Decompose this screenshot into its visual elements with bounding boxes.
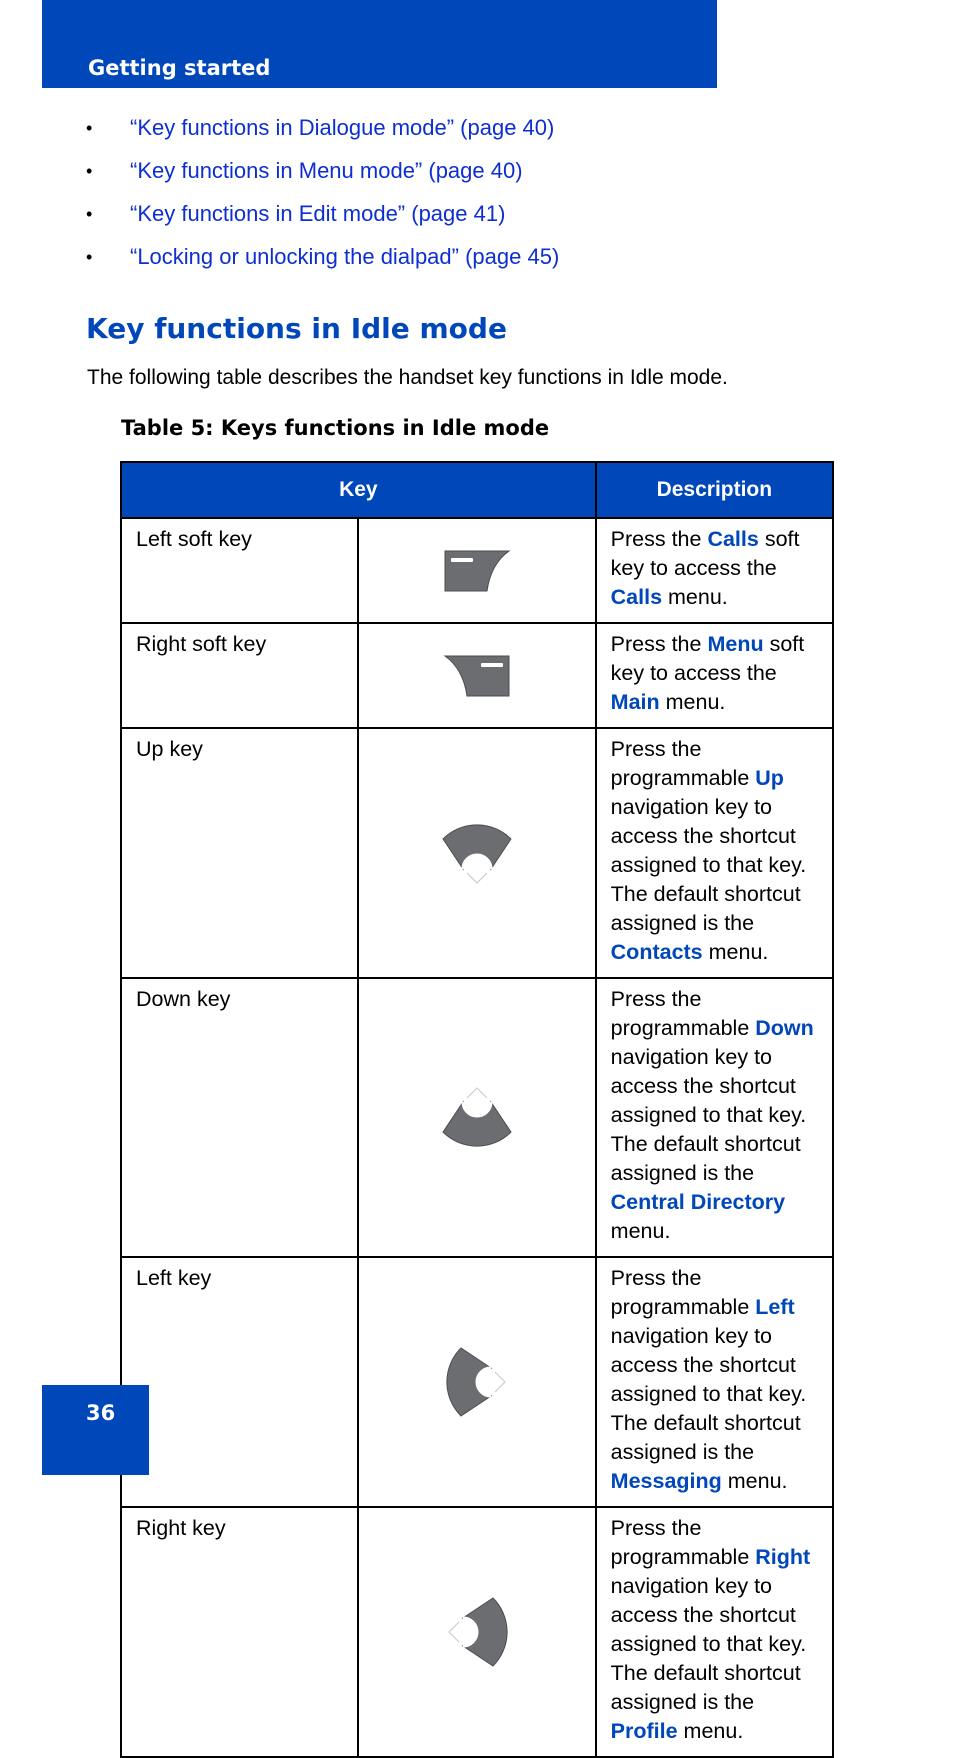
description-text: navigation key to access the shortcut assigned to that key. The default shortcut assigned is the <box>610 1324 807 1464</box>
key-name: Down key <box>121 978 358 1257</box>
page-heading: Key functions in Idle mode <box>86 312 507 345</box>
key-image-cell <box>358 623 595 728</box>
left-key-icon <box>437 1332 517 1432</box>
description-text: menu. <box>659 690 726 714</box>
key-name: Left key <box>121 1257 358 1507</box>
keyword: Left <box>755 1295 795 1319</box>
key-description <box>596 518 833 623</box>
key-description <box>596 978 833 1257</box>
intro-text: The following table describes the handset key functions in Idle mode. <box>87 366 728 389</box>
description-column-header: Description <box>596 462 833 518</box>
list-item <box>86 115 786 140</box>
key-description <box>596 1257 833 1507</box>
description-text: menu. <box>610 1219 671 1243</box>
keyword: Contacts <box>610 940 703 964</box>
related-links-list <box>86 115 786 290</box>
list-item <box>86 201 786 226</box>
description-text: navigation key to access the shortcut assigned to that key. The default shortcut assigned is the <box>610 1045 807 1185</box>
up-key-icon <box>427 815 527 891</box>
description-text: Press the programmable <box>610 737 756 790</box>
down-key-icon <box>427 1080 527 1156</box>
key-image-cell <box>358 518 595 623</box>
bullet: • <box>86 247 93 267</box>
description-text: Press the programmable <box>610 1266 756 1319</box>
key-description <box>596 728 833 978</box>
list-item <box>86 244 786 269</box>
bullet: • <box>86 161 93 181</box>
description-text: Press the <box>610 527 708 551</box>
description-text: menu. <box>677 1719 744 1743</box>
section-title: Getting started <box>88 56 271 80</box>
key-image-cell <box>358 1507 595 1757</box>
key-image-cell <box>358 1257 595 1507</box>
keyword: Up <box>755 766 784 790</box>
keyword: Calls <box>707 527 759 551</box>
link-edit-mode[interactable]: “Key functions in Edit mode” (page 41) <box>130 201 506 226</box>
table-row <box>121 1507 833 1757</box>
table-caption: Table 5: Keys functions in Idle mode <box>121 416 550 440</box>
key-name: Up key <box>121 728 358 978</box>
description-text: menu. <box>662 585 728 609</box>
key-column-header: Key <box>121 462 596 518</box>
table-row <box>121 978 833 1257</box>
right-soft-key-icon <box>441 650 513 702</box>
key-name: Right soft key <box>121 623 358 728</box>
table-row <box>121 518 833 623</box>
link-menu-mode[interactable]: “Key functions in Menu mode” (page 40) <box>130 158 523 183</box>
bullet: • <box>86 118 93 138</box>
keyword: Main <box>610 690 660 714</box>
key-functions-table <box>120 461 834 1758</box>
table-row <box>121 623 833 728</box>
description-text: menu. <box>702 940 769 964</box>
keyword: Down <box>755 1016 814 1040</box>
table-row <box>121 728 833 978</box>
description-text: soft key to access the <box>610 632 805 685</box>
bullet: • <box>86 204 93 224</box>
key-description <box>596 1507 833 1757</box>
description-text: menu. <box>721 1469 788 1493</box>
keyword: Menu <box>707 632 764 656</box>
link-locking-dialpad[interactable]: “Locking or unlocking the dialpad” (page 45) <box>130 244 560 269</box>
footer-band <box>42 1385 149 1475</box>
keyword: Profile <box>610 1719 678 1743</box>
keyword: Right <box>755 1545 811 1569</box>
link-dialogue-mode[interactable]: “Key functions in Dialogue mode” (page 40) <box>130 115 555 140</box>
key-image-cell <box>358 978 595 1257</box>
table-row <box>121 1257 833 1507</box>
page-number: 36 <box>86 1401 116 1425</box>
keyword: Central Directory <box>610 1190 786 1214</box>
description-text: soft key to access the <box>610 527 800 580</box>
description-text: Press the <box>610 632 708 656</box>
keyword: Messaging <box>610 1469 722 1493</box>
description-text: Press the programmable <box>610 987 756 1040</box>
key-description <box>596 623 833 728</box>
description-text: Press the programmable <box>610 1516 756 1569</box>
left-soft-key-icon <box>441 545 513 597</box>
list-item <box>86 158 786 183</box>
header-band <box>42 0 717 88</box>
key-name: Left soft key <box>121 518 358 623</box>
keyword: Calls <box>610 585 663 609</box>
table-header-row <box>121 462 833 518</box>
right-key-icon <box>437 1582 517 1682</box>
key-image-cell <box>358 728 595 978</box>
key-name: Right key <box>121 1507 358 1757</box>
description-text: navigation key to access the shortcut assigned to that key. The default shortcut assigned is the <box>610 795 807 935</box>
description-text: navigation key to access the shortcut assigned to that key. The default shortcut assigned is the <box>610 1574 807 1714</box>
